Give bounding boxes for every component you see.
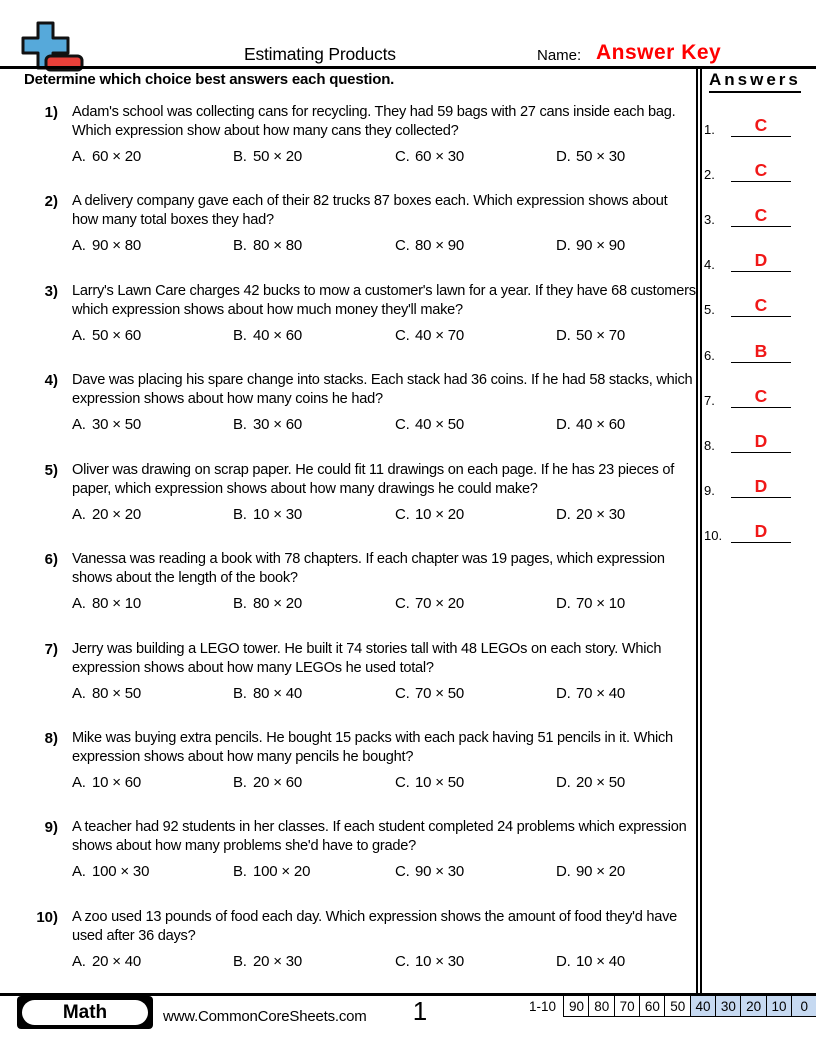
choice-label: B.: [233, 953, 247, 970]
choice-value: 10 × 30: [415, 953, 465, 970]
choice-value: 50 × 70: [576, 327, 626, 344]
choice-label: A.: [72, 148, 86, 165]
choice-label: A.: [72, 416, 86, 433]
score-cell: 60: [639, 995, 666, 1017]
choice-option: [556, 237, 696, 254]
choice-label: A.: [72, 774, 86, 791]
answer-blank: [731, 160, 791, 182]
score-cell: 50: [664, 995, 691, 1017]
choice-label: A.: [72, 237, 86, 254]
answer-blank: [731, 295, 791, 317]
question-body: [72, 461, 696, 523]
score-cell: 20: [740, 995, 767, 1017]
choice-option: [233, 416, 395, 433]
choice-option: [556, 595, 696, 612]
choice-option: [395, 506, 556, 523]
question-number: 7): [44, 641, 58, 658]
question-number: 1): [44, 104, 58, 121]
question-number: 4): [44, 372, 58, 389]
question-number: 6): [44, 551, 58, 568]
choice-value: 30 × 60: [253, 416, 303, 433]
choices-row: [72, 327, 696, 344]
score-cell: 70: [614, 995, 641, 1017]
question-text: A teacher had 92 students in her classes. If each student completed 24 problems which expression shows about how many problems she'd have to grade?: [72, 819, 687, 854]
choice-value: 80 × 50: [92, 685, 142, 702]
answer-number: 4.: [704, 257, 715, 272]
choice-option: [395, 237, 556, 254]
choice-value: 20 × 60: [253, 774, 303, 791]
choice-value: 20 × 30: [253, 953, 303, 970]
question-number: 2): [44, 193, 58, 210]
choice-value: 70 × 20: [415, 595, 465, 612]
choice-option: [72, 148, 233, 165]
choice-label: A.: [72, 685, 86, 702]
question-body: [72, 908, 696, 970]
question-number: 8): [44, 730, 58, 747]
question-body: [72, 818, 696, 880]
answer-key-text: Answer Key: [596, 41, 722, 64]
choice-value: 40 × 70: [415, 327, 465, 344]
answer-letter: D: [754, 476, 768, 496]
choice-label: C.: [395, 953, 410, 970]
choice-option: [72, 863, 233, 880]
answer-letter: D: [754, 250, 768, 270]
choice-option: [72, 774, 233, 791]
choice-value: 80 × 80: [253, 237, 303, 254]
choice-option: [556, 774, 696, 791]
answer-number: 10.: [704, 528, 723, 543]
answer-item: [704, 472, 796, 498]
question-text: Vanessa was reading a book with 78 chapters. If each chapter was 19 pages, which expression shows about the length of the book?: [72, 551, 665, 586]
choice-label: B.: [233, 685, 247, 702]
subject-badge: [17, 996, 153, 1029]
choice-value: 100 × 30: [92, 863, 150, 880]
choices-row: [72, 953, 696, 970]
answer-number: 5.: [704, 302, 715, 317]
choice-option: [395, 416, 556, 433]
choice-value: 20 × 30: [576, 506, 626, 523]
answer-item: [704, 201, 796, 227]
choice-option: [233, 953, 395, 970]
choice-label: B.: [233, 774, 247, 791]
choice-option: [395, 953, 556, 970]
choice-label: D.: [556, 327, 571, 344]
choice-value: 90 × 30: [415, 863, 465, 880]
question-text: A zoo used 13 pounds of food each day. Which expression shows the amount of food they'd have used after 36 days?: [72, 909, 678, 944]
choice-option: [72, 237, 233, 254]
answer-letter: C: [754, 295, 768, 315]
choice-label: B.: [233, 863, 247, 880]
score-cell: 40: [690, 995, 717, 1017]
score-cell: 90: [563, 995, 590, 1017]
answer-item: [704, 246, 796, 272]
question-text: Adam's school was collecting cans for recycling. They had 59 bags with 27 cans inside each bag. Which expression show about how many cans they collected?: [72, 104, 676, 139]
choice-label: B.: [233, 595, 247, 612]
choice-option: [556, 685, 696, 702]
choice-label: A.: [72, 863, 86, 880]
choice-label: D.: [556, 863, 571, 880]
choice-value: 50 × 30: [576, 148, 626, 165]
answer-item: [704, 337, 796, 363]
choice-label: A.: [72, 506, 86, 523]
choice-value: 100 × 20: [253, 863, 311, 880]
answer-letter: C: [754, 160, 768, 180]
answer-letter: C: [754, 205, 768, 225]
answers-column-divider: [696, 68, 702, 995]
choices-row: [72, 685, 696, 702]
choice-option: [72, 327, 233, 344]
choice-value: 10 × 40: [576, 953, 626, 970]
choice-label: B.: [233, 148, 247, 165]
question-number: 10): [36, 909, 58, 926]
choice-option: [556, 953, 696, 970]
choice-value: 40 × 50: [415, 416, 465, 433]
score-cell: 10: [766, 995, 793, 1017]
choice-option: [395, 595, 556, 612]
choice-label: D.: [556, 953, 571, 970]
choice-value: 80 × 40: [253, 685, 303, 702]
choice-option: [233, 863, 395, 880]
choice-label: C.: [395, 774, 410, 791]
answer-blank: [731, 431, 791, 453]
answer-item: [704, 517, 796, 543]
choice-label: D.: [556, 506, 571, 523]
name-label: Name:: [537, 47, 582, 64]
choice-value: 80 × 20: [253, 595, 303, 612]
question-body: [72, 729, 696, 791]
question-item: [24, 818, 696, 880]
choices-row: [72, 595, 696, 612]
choice-option: [233, 148, 395, 165]
answer-letter: D: [754, 521, 768, 541]
choice-label: D.: [556, 595, 571, 612]
choice-option: [233, 237, 395, 254]
choice-label: C.: [395, 685, 410, 702]
choice-value: 90 × 80: [92, 237, 142, 254]
score-cell: 80: [588, 995, 615, 1017]
question-text: Jerry was building a LEGO tower. He built it 74 stories tall with 48 LEGOs on each story. Which expression shows about how many LEGOs he used total?: [72, 641, 662, 676]
choice-label: C.: [395, 327, 410, 344]
question-body: [72, 640, 696, 702]
question-number: 5): [44, 462, 58, 479]
answer-number: 3.: [704, 212, 715, 227]
choice-label: B.: [233, 237, 247, 254]
choice-label: D.: [556, 774, 571, 791]
choice-value: 70 × 10: [576, 595, 626, 612]
answer-item: [704, 382, 796, 408]
answer-blank: [731, 250, 791, 272]
choice-label: A.: [72, 327, 86, 344]
choice-label: C.: [395, 595, 410, 612]
choice-option: [233, 774, 395, 791]
question-text: Mike was buying extra pencils. He bought 15 packs with each pack having 51 pencils in it. Which expression shows about how many pencils he bought?: [72, 730, 673, 765]
answer-number: 9.: [704, 483, 715, 498]
choices-row: [72, 416, 696, 433]
choice-value: 70 × 50: [415, 685, 465, 702]
choices-row: [72, 148, 696, 165]
choice-label: D.: [556, 685, 571, 702]
score-cell: 30: [715, 995, 742, 1017]
choice-value: 80 × 10: [92, 595, 142, 612]
choice-option: [72, 595, 233, 612]
choice-value: 80 × 90: [415, 237, 465, 254]
question-item: [24, 103, 696, 165]
question-body: [72, 192, 696, 254]
choice-option: [72, 953, 233, 970]
choice-option: [233, 595, 395, 612]
answer-letter: D: [754, 431, 768, 451]
choice-option: [233, 685, 395, 702]
choice-option: [556, 863, 696, 880]
question-body: [72, 282, 696, 344]
answer-number: 7.: [704, 393, 715, 408]
question-text: Larry's Lawn Care charges 42 bucks to mow a customer's lawn for a year. If they have 68 customers which expression shows about how much money they'll make?: [72, 283, 696, 318]
answer-blank: [731, 205, 791, 227]
choice-value: 10 × 20: [415, 506, 465, 523]
answer-blank: [731, 341, 791, 363]
question-body: [72, 371, 696, 433]
question-item: [24, 640, 696, 702]
choice-label: C.: [395, 237, 410, 254]
choice-option: [395, 327, 556, 344]
choice-value: 20 × 20: [92, 506, 142, 523]
question-item: [24, 908, 696, 970]
choice-option: [395, 774, 556, 791]
answer-item: [704, 291, 796, 317]
choice-value: 60 × 30: [415, 148, 465, 165]
answer-blank: [731, 521, 791, 543]
answer-blank: [731, 115, 791, 137]
choices-row: [72, 774, 696, 791]
choice-label: D.: [556, 416, 571, 433]
question-item: [24, 192, 696, 254]
answer-item: [704, 111, 796, 137]
score-range-label: 1-10: [528, 999, 556, 1014]
choice-option: [556, 327, 696, 344]
choice-value: 20 × 50: [576, 774, 626, 791]
question-text: A delivery company gave each of their 82 trucks 87 boxes each. Which expression shows about how many total boxes they had?: [72, 193, 668, 228]
choices-row: [72, 237, 696, 254]
choice-option: [72, 506, 233, 523]
choice-value: 10 × 30: [253, 506, 303, 523]
choice-value: 20 × 40: [92, 953, 142, 970]
answers-title: Answers: [709, 70, 801, 93]
choice-label: C.: [395, 863, 410, 880]
question-body: [72, 550, 696, 612]
website-text: www.CommonCoreSheets.com: [163, 1008, 367, 1025]
choice-option: [233, 506, 395, 523]
question-number: 3): [44, 283, 58, 300]
question-item: [24, 729, 696, 791]
choice-label: A.: [72, 953, 86, 970]
page-number: 1: [412, 996, 428, 1026]
choice-option: [395, 685, 556, 702]
answer-letter: C: [754, 386, 768, 406]
choice-option: [556, 148, 696, 165]
answer-letter: B: [754, 341, 768, 361]
choice-value: 70 × 40: [576, 685, 626, 702]
choice-value: 50 × 20: [253, 148, 303, 165]
question-item: [24, 282, 696, 344]
choices-row: [72, 506, 696, 523]
answer-number: 1.: [704, 122, 715, 137]
choice-value: 10 × 60: [92, 774, 142, 791]
choice-label: B.: [233, 327, 247, 344]
choice-value: 30 × 50: [92, 416, 142, 433]
choice-value: 40 × 60: [576, 416, 626, 433]
choice-label: D.: [556, 148, 571, 165]
answer-number: 6.: [704, 348, 715, 363]
score-cell: 0: [791, 995, 816, 1017]
answer-letter: C: [754, 115, 768, 135]
question-number: 9): [44, 819, 58, 836]
choice-option: [395, 148, 556, 165]
choice-value: 10 × 50: [415, 774, 465, 791]
choice-label: C.: [395, 416, 410, 433]
question-text: Oliver was drawing on scrap paper. He could fit 11 drawings on each page. If he has 23 pieces of paper, which expression shows about how many drawings he could make?: [72, 462, 675, 497]
choice-label: C.: [395, 148, 410, 165]
subject-badge-label: Math: [22, 1000, 148, 1025]
worksheet-title: Estimating Products: [244, 44, 396, 64]
choice-option: [556, 416, 696, 433]
question-item: [24, 461, 696, 523]
choice-option: [72, 685, 233, 702]
choice-label: A.: [72, 595, 86, 612]
choice-label: C.: [395, 506, 410, 523]
question-text: Dave was placing his spare change into stacks. Each stack had 36 coins. If he had 58 stacks, which expression shows about how many coins he had?: [72, 372, 693, 407]
choice-value: 90 × 90: [576, 237, 626, 254]
choice-option: [72, 416, 233, 433]
question-item: [24, 371, 696, 433]
choice-value: 90 × 20: [576, 863, 626, 880]
choice-option: [395, 863, 556, 880]
choice-option: [233, 327, 395, 344]
answer-item: [704, 427, 796, 453]
choice-value: 40 × 60: [253, 327, 303, 344]
answer-blank: [731, 386, 791, 408]
choice-label: B.: [233, 506, 247, 523]
question-item: [24, 550, 696, 612]
header-divider: [0, 66, 816, 69]
choice-option: [556, 506, 696, 523]
answer-number: 2.: [704, 167, 715, 182]
answer-number: 8.: [704, 438, 715, 453]
choice-value: 60 × 20: [92, 148, 142, 165]
answer-item: [704, 156, 796, 182]
answer-blank: [731, 476, 791, 498]
choices-row: [72, 863, 696, 880]
choice-value: 50 × 60: [92, 327, 142, 344]
instruction-text: Determine which choice best answers each question.: [24, 71, 395, 88]
choice-label: B.: [233, 416, 247, 433]
score-strip: [563, 995, 816, 1017]
question-body: [72, 103, 696, 165]
choice-label: D.: [556, 237, 571, 254]
